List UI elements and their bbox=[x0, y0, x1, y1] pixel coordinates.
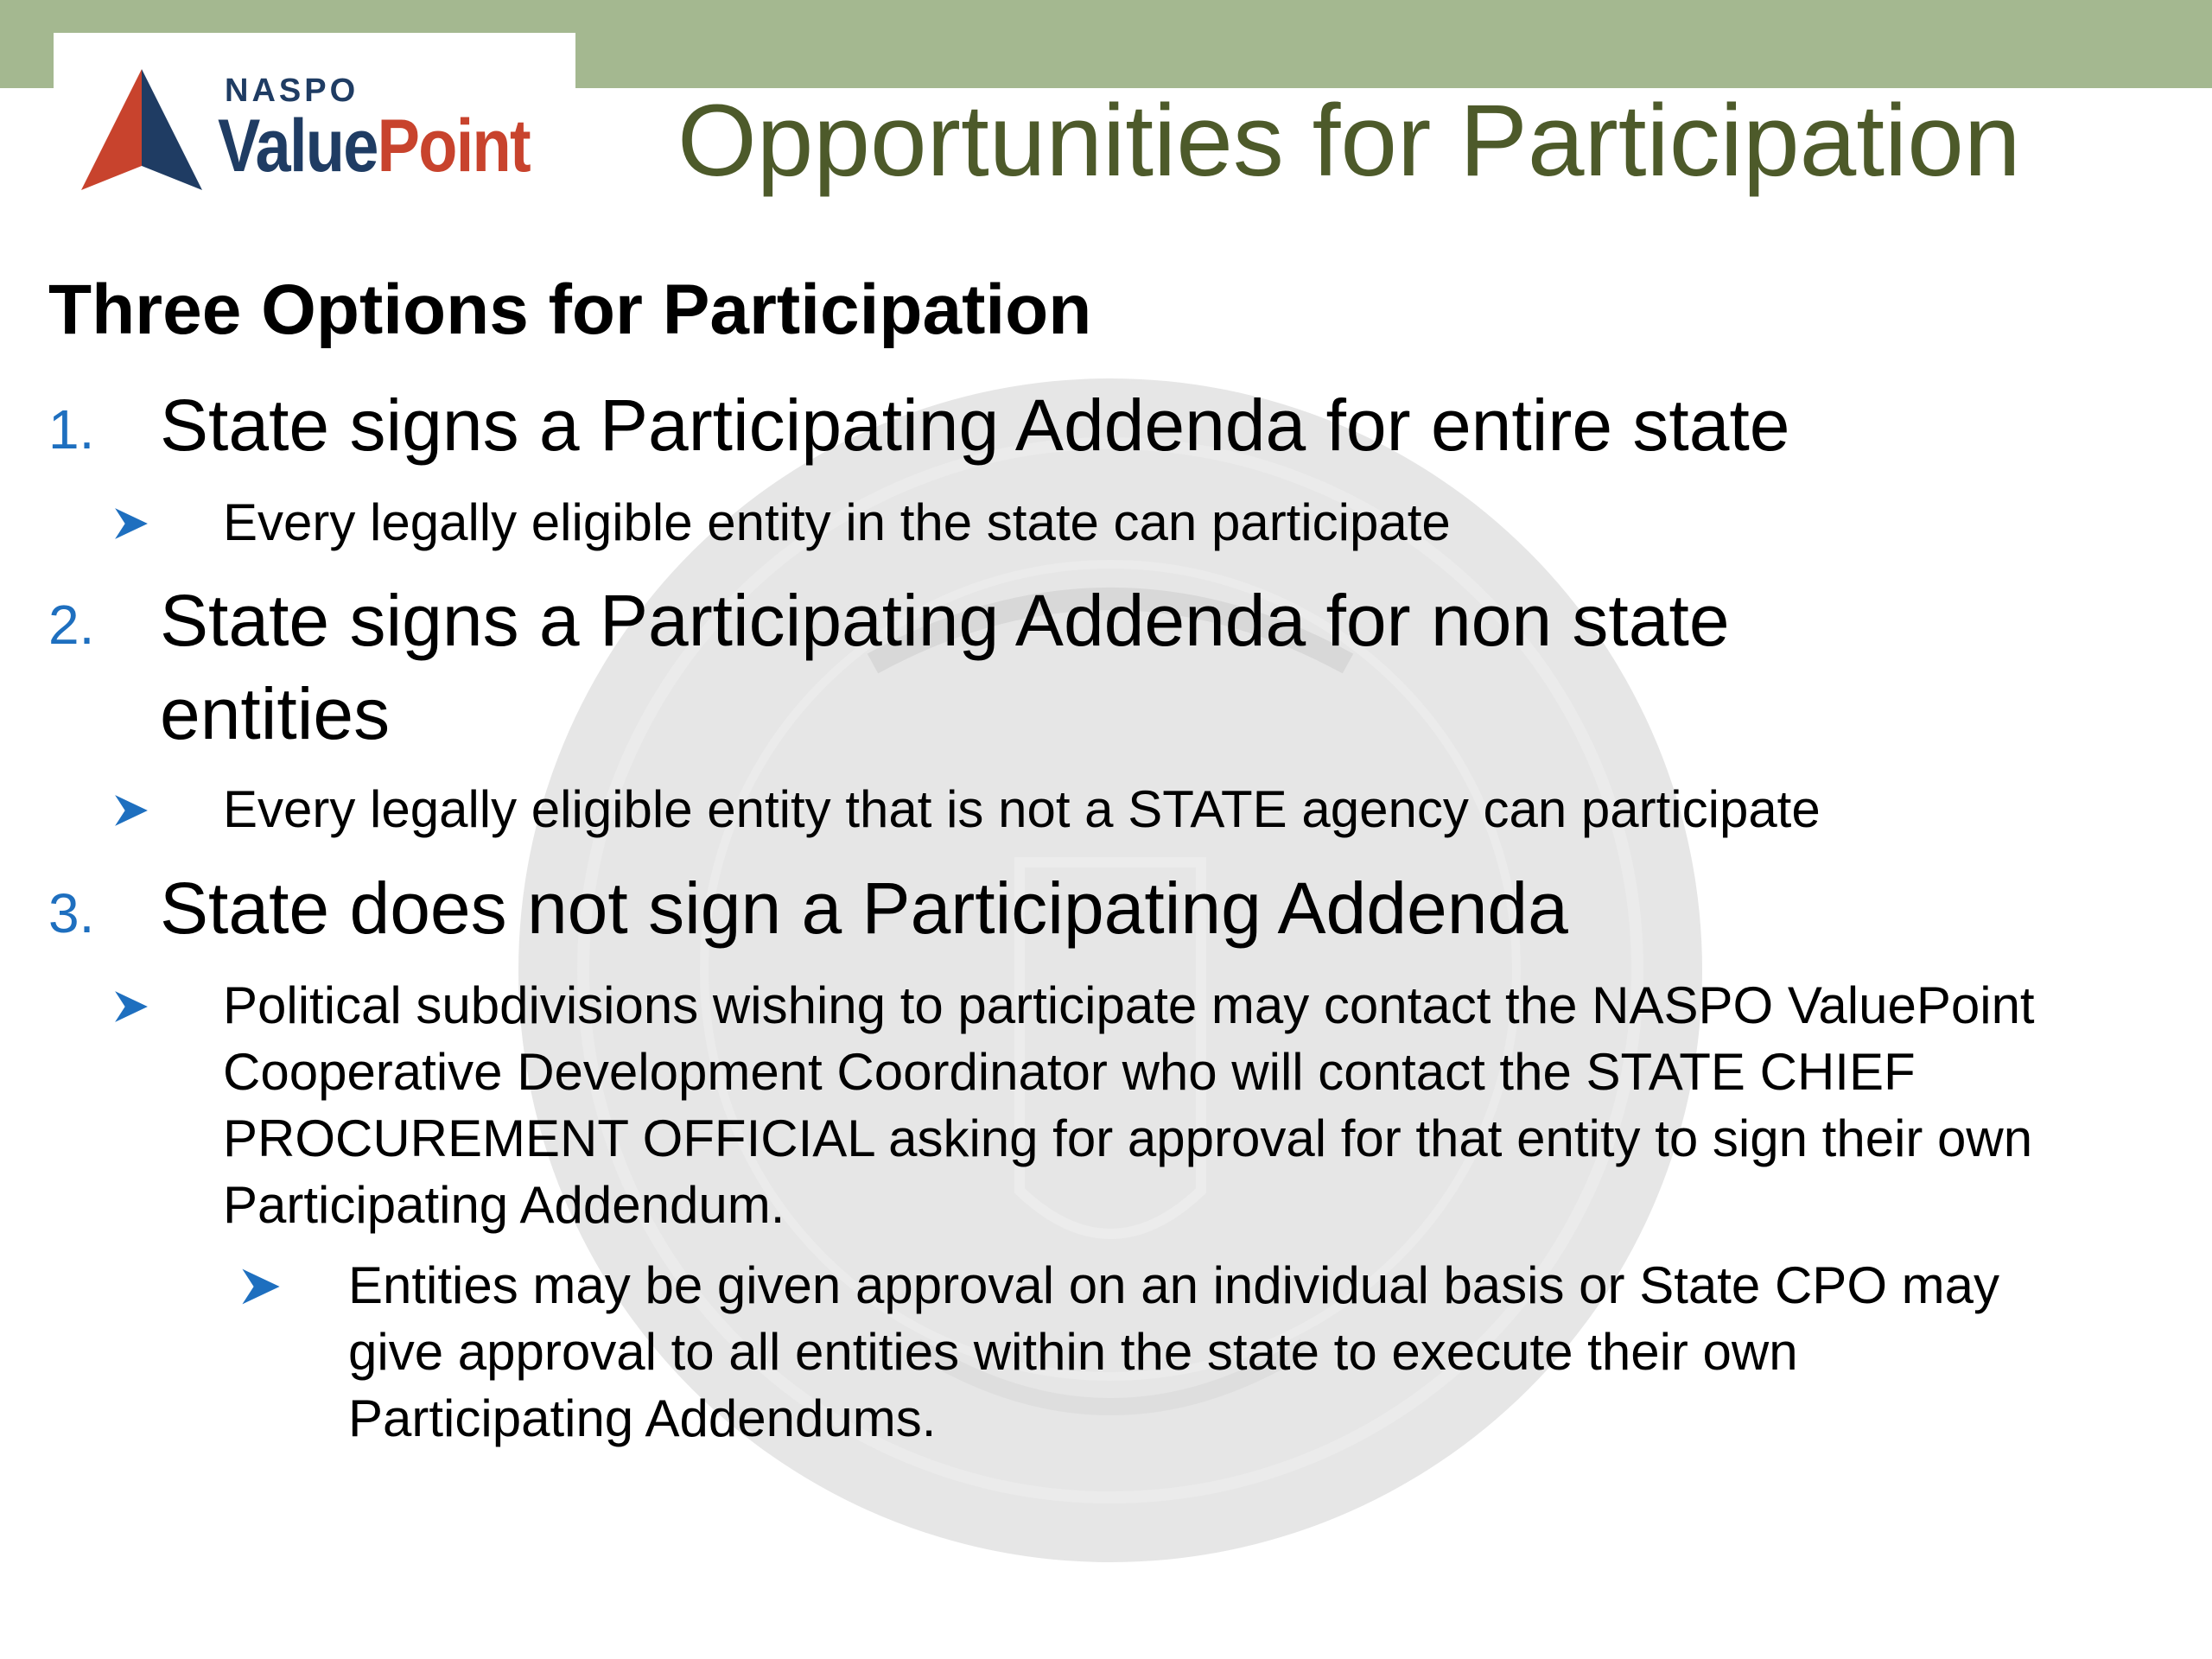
arrowhead-bullet-icon bbox=[113, 988, 149, 1025]
list-number-1: 1. bbox=[48, 398, 95, 461]
option-3-text: State does not sign a Participating Addenda bbox=[160, 868, 1568, 949]
logo-value-text: Value bbox=[218, 105, 378, 188]
list-number-2: 2. bbox=[48, 594, 95, 656]
option-3-bullet-1: Political subdivisions wishing to participate may contact the NASPO ValuePoint Cooperative Development Coordinator who will contact the STATE CHIEF PROCUREMENT OFFICIAL asking for approval for that entity to sign their own Participating Addendum. bbox=[223, 976, 2035, 1234]
slide-title: Opportunities for Participation bbox=[677, 84, 2021, 198]
option-2-text: State signs a Participating Addenda for non state entities bbox=[160, 580, 1730, 754]
naspo-valuepoint-logo bbox=[54, 33, 575, 218]
arrowhead-bullet-icon bbox=[113, 505, 149, 542]
option-1-text: State signs a Participating Addenda for entire state bbox=[160, 385, 1790, 466]
option-3-subbullet-1: Entities may be given approval on an individual basis or State CPO may give approval to all entities within the state to execute their own Participating Addendums. bbox=[348, 1256, 2000, 1447]
option-1-bullet-1: Every legally eligible entity in the state can participate bbox=[223, 493, 1451, 551]
compass-arrow-icon bbox=[81, 69, 202, 190]
logo-point-text: Point bbox=[377, 105, 530, 188]
logo-valuepoint-text bbox=[218, 105, 530, 188]
logo-naspo-text: NASPO bbox=[225, 73, 359, 109]
option-2-bullet-1: Every legally eligible entity that is not a STATE agency can participate bbox=[223, 780, 1821, 838]
section-heading: Three Options for Participation bbox=[48, 270, 1092, 349]
list-number-3: 3. bbox=[48, 882, 95, 944]
arrowhead-bullet-icon bbox=[240, 1266, 282, 1307]
arrowhead-bullet-icon bbox=[113, 792, 149, 829]
